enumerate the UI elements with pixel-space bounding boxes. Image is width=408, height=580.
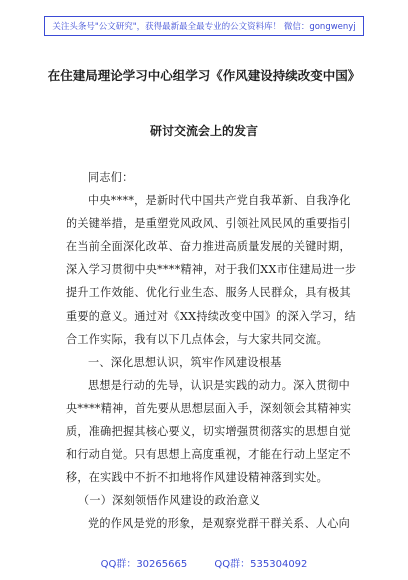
document-subtitle: 研讨交流会上的发言: [149, 124, 258, 138]
body-line: 质，准确把握其核心要义，切实增强贯彻落实的思想自觉: [66, 425, 351, 439]
body-line: 提升工作效能、优化行业生态、服务人民群众，具有极其: [66, 286, 351, 300]
body-line: 党的作风是党的形象，是观察党群干群关系、人心向: [88, 517, 351, 531]
body-line: 思想是行动的先导，认识是实践的动力。深入贯彻中: [88, 378, 351, 392]
salutation: 同志们：: [88, 171, 134, 184]
body-line: 中央****，是新时代中国共产党自我革新、自我净化: [88, 194, 351, 208]
header-notice-banner: [44, 16, 364, 36]
body-line: 重要的意义。通过对《XX持续改变中国》的深入学习，结: [66, 309, 356, 323]
body-line: 移，在实践中不折不扣地将作风建设精神落到实处。: [66, 471, 329, 485]
header-notice-text: 关注头条号"公文研究"，获得最新最全最专业的公文资料库！ 微信：gongwenyj: [52, 22, 356, 32]
body-line: 央****精神，首先要从思想层面入手，深刻领会其精神实: [66, 401, 352, 415]
section-heading: 一、深化思想认识，筑牢作风建设根基: [88, 355, 282, 369]
body-line: 的关键举措，是重塑党风政风、引领社风民风的重要指引: [66, 217, 351, 231]
body-line: 深入学习贯彻中央****精神，对于我们XX市住建局进一步: [66, 263, 357, 277]
document-title: 在住建局理论学习中心组学习《作风建设持续改变中国》: [47, 68, 361, 83]
document-body: [66, 166, 357, 536]
footer-qq-group-2: QQ群：535304092: [214, 559, 308, 570]
body-line: 合工作实际，我有以下几点体会，与大家共同交流。: [66, 332, 329, 346]
subsection-heading: （一）深刻领悟作风建设的政治意义: [78, 494, 261, 508]
body-line: 在当前全面深化改革、奋力推进高质量发展的关键时期，: [66, 240, 351, 254]
footer-contact: [0, 555, 408, 570]
footer-qq-group-1: QQ群：30265665: [100, 559, 188, 570]
body-line: 和行动自觉。只有思想上高度重视，才能在行动上坚定不: [66, 448, 351, 462]
